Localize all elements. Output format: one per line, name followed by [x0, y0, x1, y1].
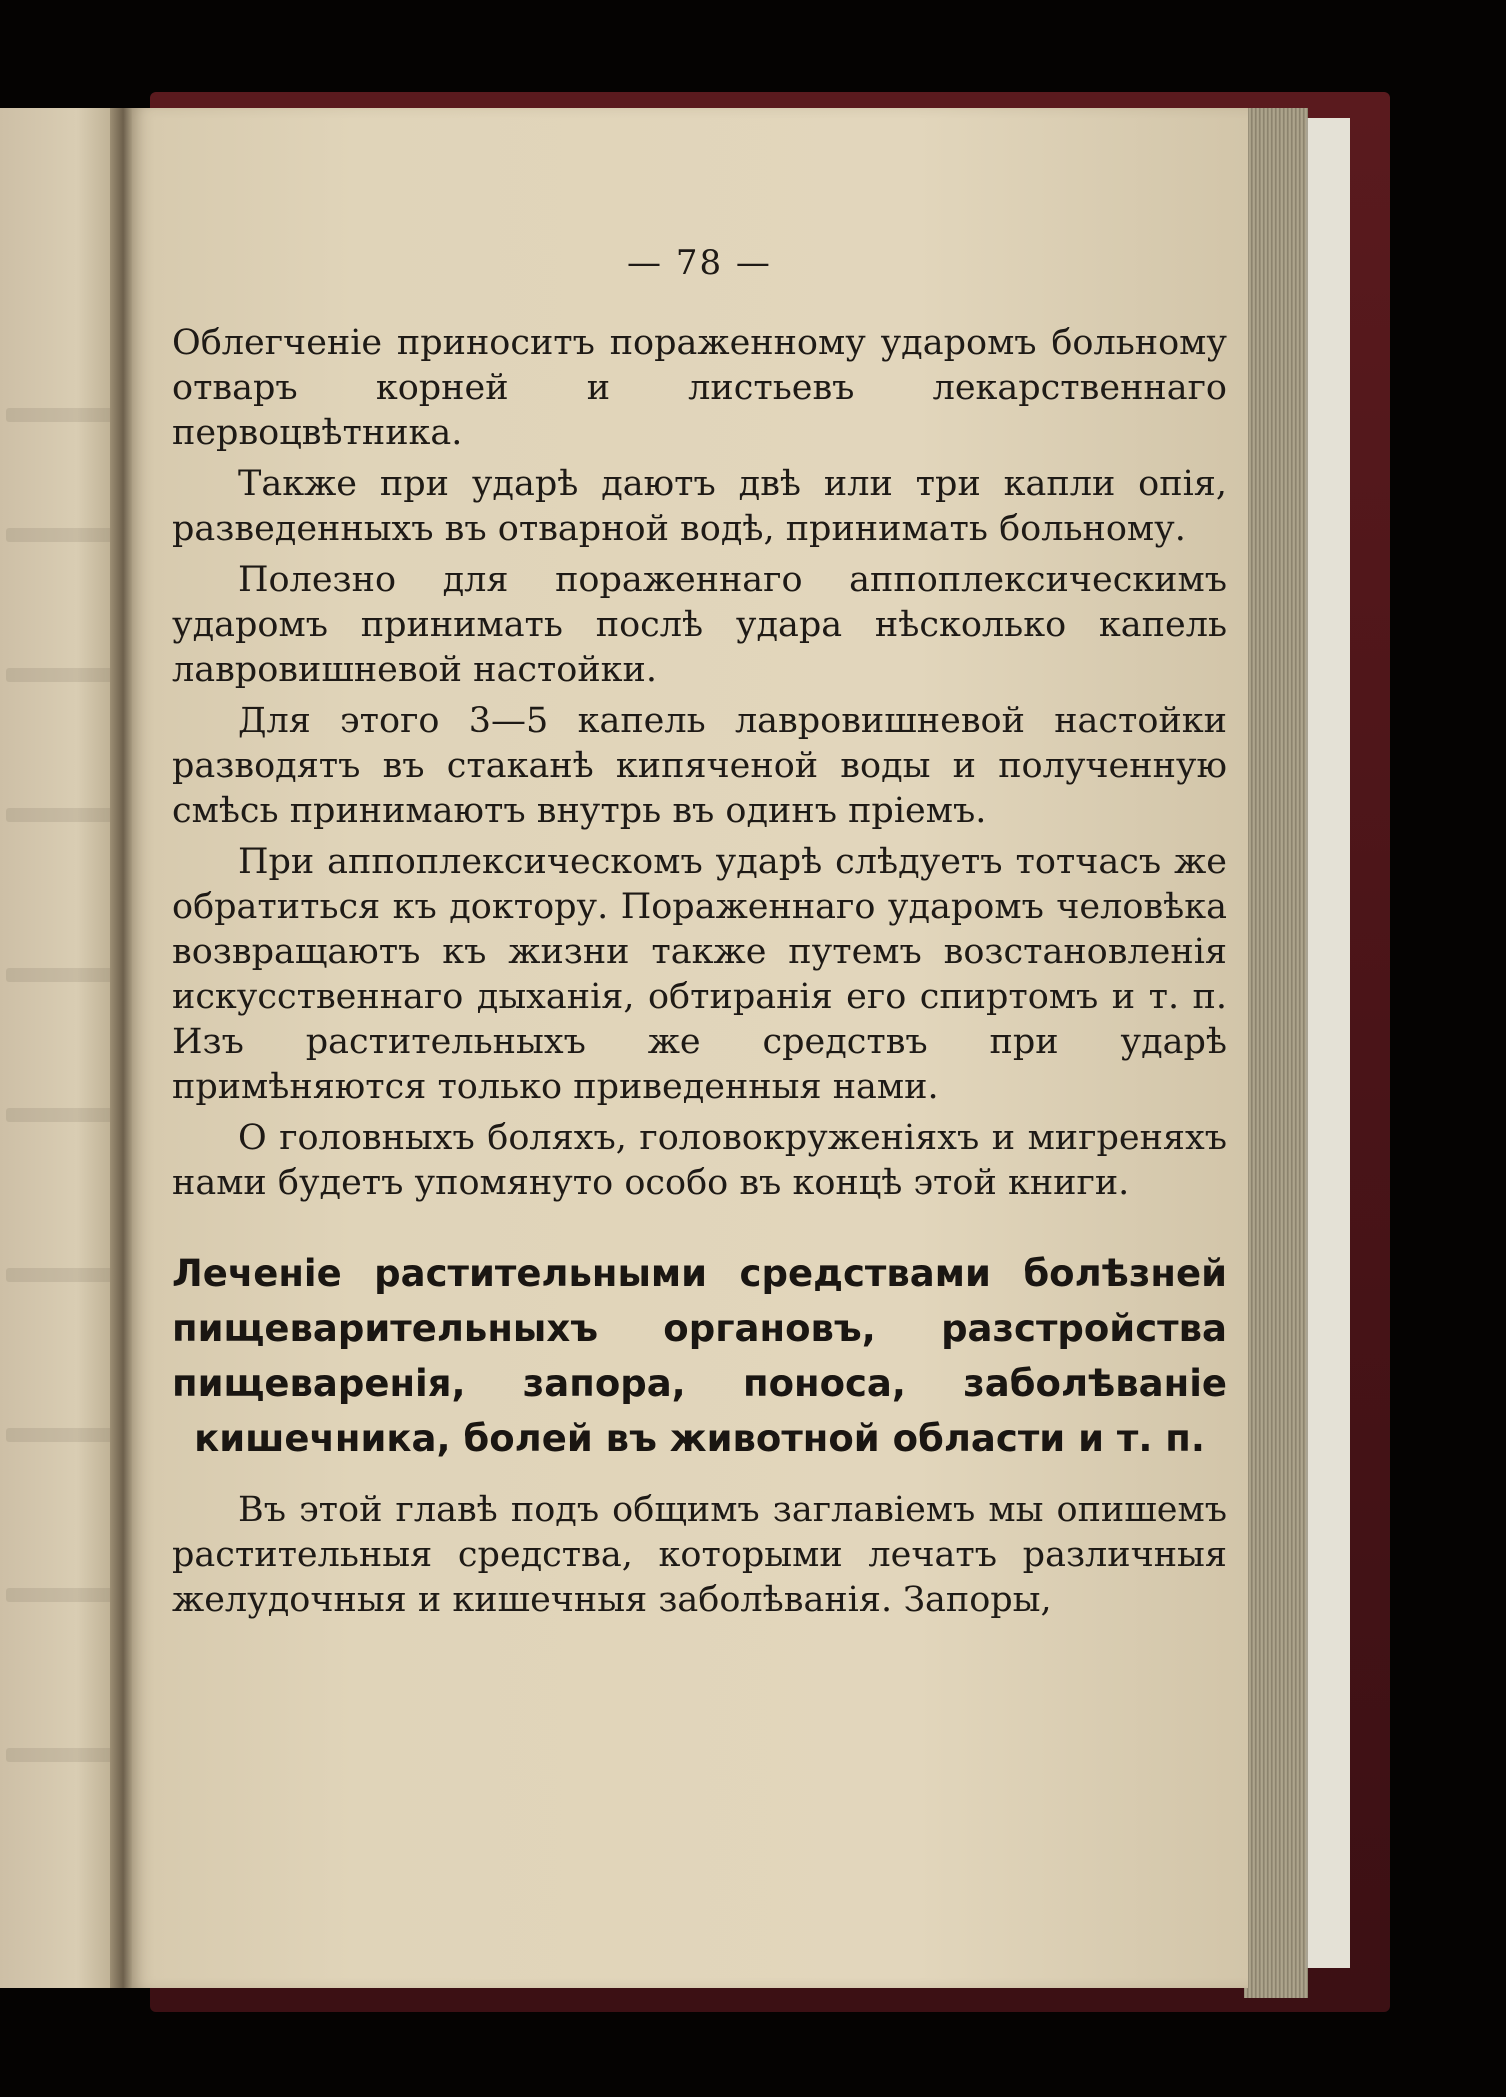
bleed-through-line — [6, 408, 116, 422]
page-number: — 78 — — [627, 243, 772, 283]
bleed-through-line — [6, 668, 116, 682]
left-facing-page — [0, 108, 128, 1988]
paragraph: Полезно для пораженнаго аппоплексическимъ ударомъ принимать послѣ удара нѣсколько капель лавровишневой настойки. — [172, 560, 1227, 690]
bleed-through-line — [6, 1428, 116, 1442]
bleed-through-line — [6, 1268, 116, 1282]
bleed-through-line — [6, 1588, 116, 1602]
paragraph: Въ этой главѣ подъ общимъ заглавіемъ мы опишемъ растительныя средства, которыми лечатъ различныя желудочныя и кишечныя заболѣванія. Запоры, — [172, 1490, 1227, 1620]
paragraph: Облегченіе приноситъ пораженному ударомъ больному отваръ корней и листьевъ лекарственнаго первоцвѣтника. — [172, 323, 1227, 453]
page-text-block — [172, 243, 1227, 1629]
page-edges — [1244, 108, 1308, 1998]
paragraph: Также при ударѣ даютъ двѣ или три капли опія, разведенныхъ въ отварной водѣ, принимать больному. — [172, 464, 1227, 549]
book-page — [132, 108, 1248, 1988]
spine-gutter — [110, 108, 132, 1988]
paragraph: Для этого 3—5 капель лавровишневой настойки разводятъ въ стаканѣ кипяченой воды и полученную смѣсь принимаютъ внутрь въ одинъ пріемъ. — [172, 701, 1227, 831]
bleed-through-line — [6, 968, 116, 982]
bleed-through-line — [6, 1748, 116, 1762]
bleed-through-line — [6, 528, 116, 542]
bleed-through-line — [6, 1108, 116, 1122]
paragraph: При аппоплексическомъ ударѣ слѣдуетъ тотчасъ же обратиться къ доктору. Пораженнаго ударомъ человѣка возвращаютъ къ жизни также путемъ возстановленія искусственнаго дыханія, обтиранія его спиртомъ и т. п. Изъ растительныхъ же средствъ при ударѣ примѣняются только приведенныя нами. — [172, 842, 1227, 1107]
paragraph: О головныхъ боляхъ, головокруженіяхъ и мигреняхъ нами будетъ упомянуто особо въ концѣ этой книги. — [172, 1118, 1227, 1203]
bleed-through-line — [6, 808, 116, 822]
section-heading: Леченіе растительными средствами болѣзней пищеварительныхъ органовъ, разстройства пищеваренія, запора, поноса, заболѣваніе кишечника, болей въ животной области и т. п. — [172, 1252, 1227, 1460]
endpaper — [1306, 118, 1350, 1968]
